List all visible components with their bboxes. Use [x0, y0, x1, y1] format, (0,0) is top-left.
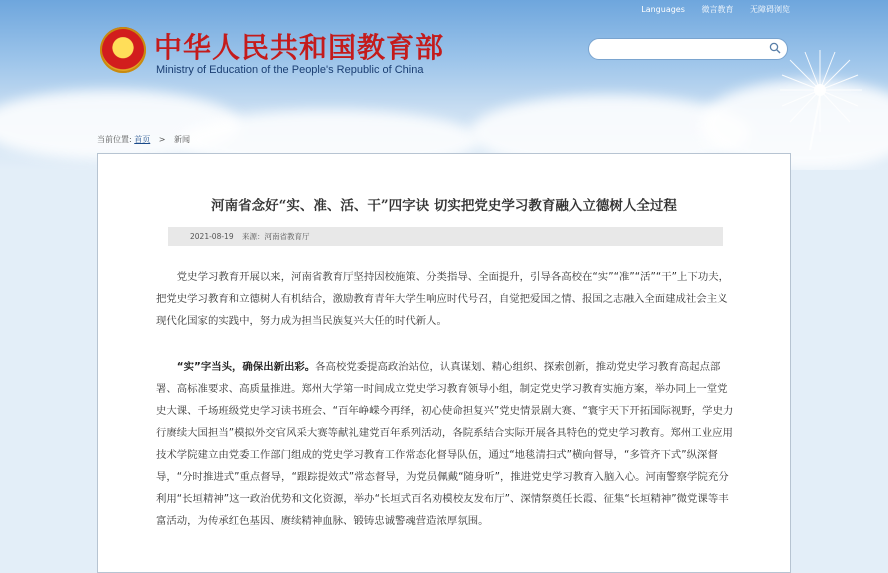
search-icon[interactable]	[769, 42, 781, 54]
article-date: 2021-08-19	[190, 232, 234, 241]
article-container	[97, 153, 791, 573]
site-title: 中华人民共和国教育部	[154, 31, 445, 64]
paragraph-body: 各高校党委提高政治站位，认真谋划、精心组织、探索创新，推动党史学习教育高起点部署、高标准要求、高质量推进。郑州大学第一时间成立党史学习教育领导小组，制定党史学习教育实施方案，举办同上一堂党史大课、千场班级党史学习读书班会、“百年峥嵘今再绎，初心使命担复兴”党史情景剧大赛、“寰宇天下开拓国际视野，学史力行赓续大国担当”模拟外交官风采大赛等献礼建党百年系列活动，各院系结合实际开展各具特色的党史学习教育。郑州工业应用技术学院建立由党委工作部门组成的党史学习教育工作常态化督导队伍，通过“地毯清扫式”横向督导，“多管齐下式”纵深督导，“分时推进式”重点督导，“跟踪提效式”常态督导，为党员佩戴“随身听”，推进党史学习教育入脑入心。河南警察学院充分利用“长垣精神”这一政治优势和文化资源，举办“长垣式百名劝模校友发布厅”、深情祭奠任长霞、征集“长垣精神”微党课等丰富活动，为传承红色基因、赓续精神血脉、锻铸忠诚警魂营造浓厚氛围。	[156, 361, 734, 527]
languages-link[interactable]: Languages	[641, 5, 685, 14]
breadcrumb-label: 当前位置:	[97, 135, 132, 144]
breadcrumb-home-link[interactable]: 首页	[134, 135, 151, 144]
article-title: 河南省念好“实、准、活、干”四字诀 切实把党史学习教育融入立德树人全过程	[211, 198, 677, 214]
site-subtitle: Ministry of Education of the People's Republic of China	[156, 64, 424, 76]
search-input[interactable]	[597, 42, 771, 62]
article-paragraph	[156, 356, 736, 532]
search-box	[588, 38, 788, 60]
paragraph-lead: “实”字当头，确保出新出彩。	[176, 361, 316, 373]
top-links	[627, 4, 790, 15]
article-source: 来源：河南省教育厅	[241, 232, 310, 241]
breadcrumb	[97, 134, 190, 145]
accessibility-link[interactable]: 无障碍浏览	[750, 5, 790, 14]
article-paragraph: 党史学习教育开展以来，河南省教育厅坚持因校施策、分类指导、全面提升，引导各高校在“实”“准”“活”“干”上下功夫，把党史学习教育和立德树人有机结合，激励教育青年大学生响应时代号召，自觉把爱国之情、报国之志融入全面建成社会主义现代化国家的实践中，努力成为担当民族复兴大任的时代新人。	[156, 271, 729, 327]
national-emblem-logo	[100, 27, 146, 73]
breadcrumb-separator: >	[158, 135, 166, 144]
weibo-link[interactable]: 微言教育	[701, 5, 734, 14]
article-meta-bar	[168, 227, 723, 246]
breadcrumb-current: 新闻	[174, 135, 191, 144]
